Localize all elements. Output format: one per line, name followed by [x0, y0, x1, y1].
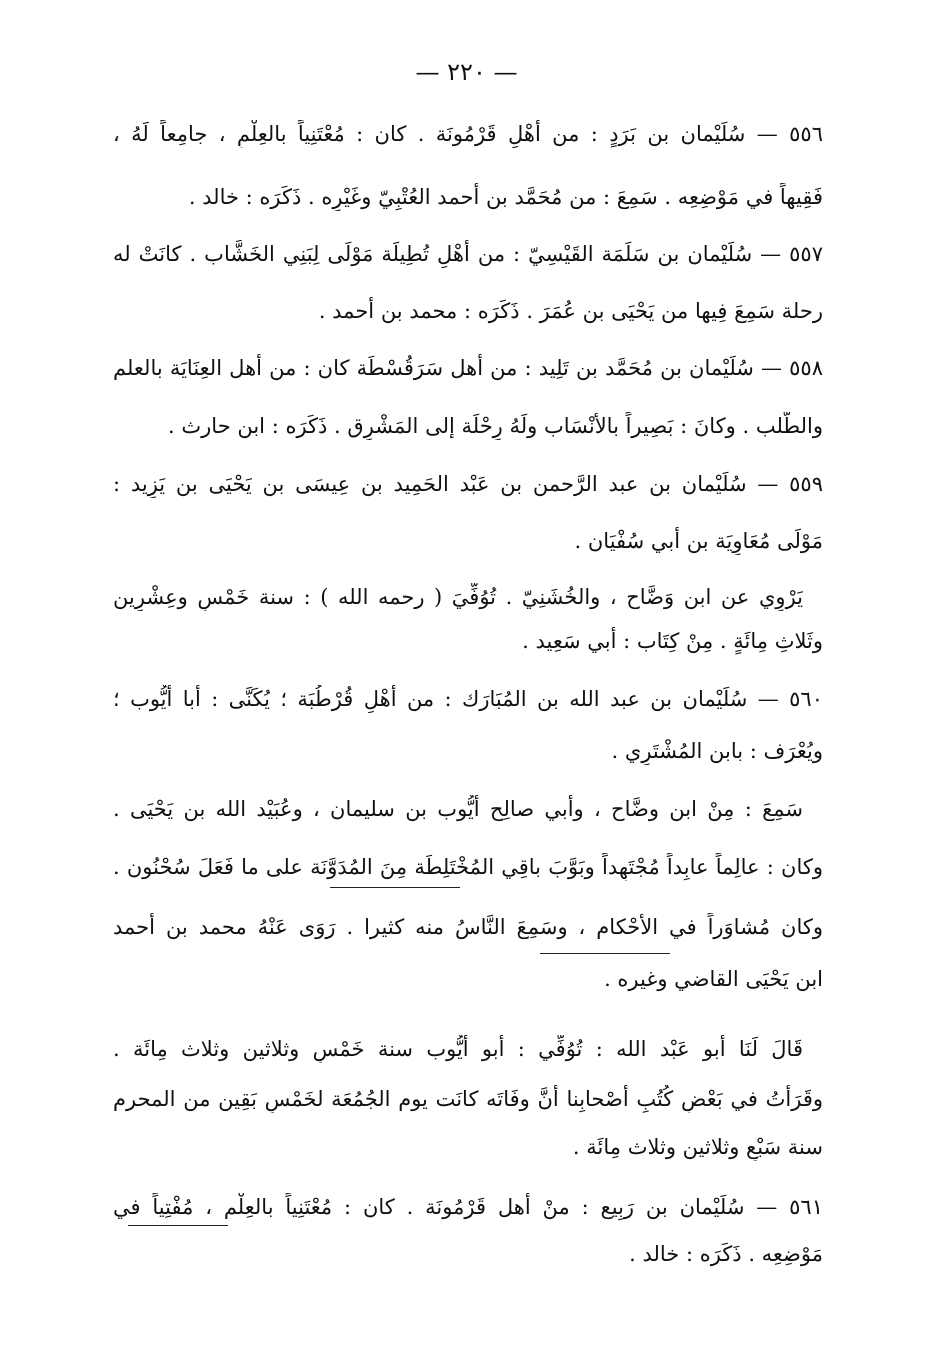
entry-560-line-1: ٥٦٠ — سُلَيْمان بن عبد الله بن المُبَارَك : من أَهْلِ قُرْطُبَة ؛ يُكَنَّى : أبا أيُّوب ؛ [113, 687, 823, 711]
entry-559-line-4: وثَلاثِ مِائَةٍ . مِنْ كِتَاب : أبي سَعِيد . [522, 629, 823, 653]
entry-560-line-6: ابن يَحْيَى القاضي وغيره . [604, 967, 823, 991]
entry-556-line-1: ٥٥٦ — سُلَيْمان بن بَرَدٍ : من أَهْلِ قَرْمُونَة . كان : مُعْتَنِياً بالعِلْمِ ، جامِعاً لَهُ ، [113, 122, 823, 146]
entry-557-line-1: ٥٥٧ — سُلَيْمان بن سَلَمَة القَيْسِيّ : من أَهْلِ تُطِيلَة مَوْلَى لِبَنِي الخَشَّاب . كانَتْ له [113, 242, 823, 266]
entry-559-line-3: يَرْوِي عن ابن وَضَّاح ، والخُشَنِيّ . تُوُفِّيَ ( رحمه الله ) : سنة خَمْسٍ وعِشْرِين [113, 585, 803, 609]
entry-560-line-3: سَمِعَ : مِنْ ابن وضَّاح ، وأبي صالِح أيُّوب بن سليمان ، وعُبَيْد الله بن يَحْيَى . [113, 797, 803, 821]
entry-558-line-2: والطَّلب . وكانَ : بَصِيراً بالأَنْسَاب ولَهُ رِحْلَة إلى المَشْرِق . ذَكَرَه : ابن حارث . [168, 414, 823, 438]
entry-560-line-2: ويُعْرَف : بابن المُشْتَرِي . [611, 739, 823, 763]
entry-560-line-7: قَالَ لَنَا أبو عَبْد الله : تُوُفِّي : أبو أيُّوب سنة خَمْسٍ وثلاثين وثلاث مِائَة . [113, 1037, 803, 1061]
entry-560-line-9: سنة سَبْعٍ وثلاثين وثلاث مِائَة . [572, 1135, 823, 1159]
entry-560-line-8: وقَرَأْتُ في بَعْضِ كُتُبِ أصْحابِنا أنَّ وفَاتَه كانَت يوم الجُمُعَة لخَمْسٍ بَقِين من المحرم [113, 1087, 823, 1111]
entry-561-line-2: مَوْضِعِه . ذَكَرَه : خالد . [629, 1242, 823, 1266]
entry-559-line-2: مَوْلَى مُعَاوِيَة بن أبي سُفْيَان . [574, 529, 823, 553]
entry-561-line-1: ٥٦١ — سُلَيْمان بن رَبِيع : منْ أهل قَرْمُونَة . كان : مُعْتَنِياً بالعِلْم ، مُفْتِياً في [113, 1195, 823, 1219]
entry-560-line-4: وكان : عالِماً عابِداً مُجْتَهِداً وبَوَّبَ باقِي المُخْتَلِطَة مِنَ المُدَوَّنَة على ما فَعَلَ سُحْنُون . [113, 855, 823, 879]
entry-560-line-5: وكان مُشاوَراً في الأحْكام ، وسَمِعَ النَّاسُ منه كثيرا . رَوَى عَنْهُ محمد بن أحمد [113, 915, 823, 939]
entry-558-line-1: ٥٥٨ — سُلَيْمان بن مُحَمَّد بن تَلِيد : من أهل سَرَقُسْطَة كان : من أهل العِنَايَة بالعلم [113, 356, 823, 380]
underline-mark [128, 1225, 228, 1226]
entry-559-line-1: ٥٥٩ — سُلَيْمان بن عبد الرَّحمن بن عَبْد الحَمِيد بن عِيسَى بن يَحْيَى بن يَزِيد : [113, 472, 823, 496]
entry-556-line-2: فَقِيهاً في مَوْضِعِه . سَمِعَ : من مُحَمَّد بن أحمد العُتْبِيّ وغَيْرِه . ذَكَرَه : خالد . [188, 185, 823, 209]
underline-mark [330, 887, 460, 888]
page-number: — ٢٢٠ — [415, 58, 518, 86]
entry-557-line-2: رحلة سَمِعَ فِيها من يَحْيَى بن عُمَرَ . ذَكَرَه : محمد بن أحمد . [318, 299, 823, 323]
underline-mark [540, 953, 670, 954]
